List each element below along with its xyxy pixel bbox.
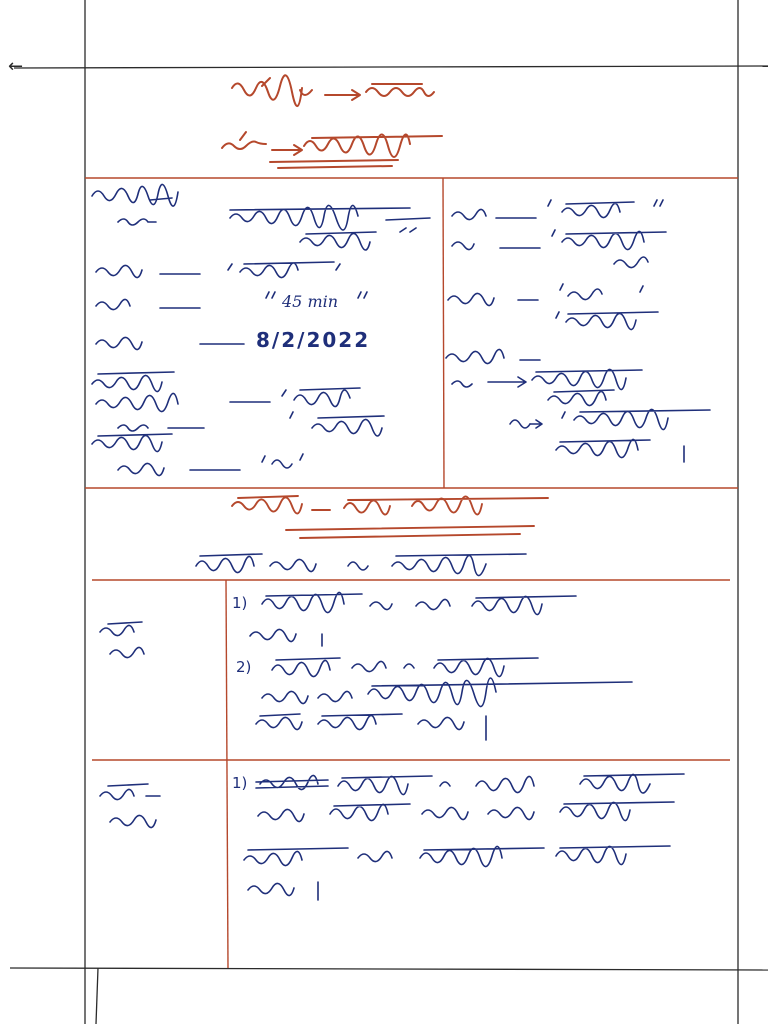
roll-label-2-scribble: [92, 434, 172, 452]
bottom-rule: [10, 968, 768, 970]
unit-label-scribble: [222, 132, 266, 149]
methods-value-2: [548, 390, 614, 406]
objective-2-line-1: [272, 658, 538, 677]
table-rules: [85, 178, 738, 968]
objective-row-understanding: [100, 774, 684, 900]
objectives-heading-scribble-2: [344, 496, 548, 514]
section-value-scribble: [262, 454, 303, 468]
objective-3-struck-word: [256, 775, 328, 789]
objective-3-line-2: [258, 802, 674, 822]
objectives-underline-1: [286, 526, 534, 530]
methods-value-3-label: [510, 420, 530, 428]
section-label-scribble: [118, 463, 240, 475]
objective-2-line-2: [262, 678, 632, 707]
school-name-value-line2: [300, 228, 416, 250]
info-right-column: [446, 200, 710, 462]
title-underline-1: [270, 160, 398, 162]
inner-left-rule: [96, 968, 98, 1024]
teacher-name-label: [96, 393, 270, 411]
objective-3-line-4: [248, 882, 318, 900]
title-underline-2: [278, 166, 392, 168]
methods-value-3: [562, 409, 710, 429]
objectives-underline-2: [300, 534, 520, 538]
subtopic-value-1: [560, 284, 643, 300]
objective-3-line-3: [244, 846, 670, 867]
subtopic-value-2: [556, 312, 658, 330]
methods-value-4: [556, 439, 684, 462]
margin-arrow-mark: ←: [8, 56, 24, 77]
row-label-knowledge: [100, 622, 144, 658]
teacher-label-scribble: [92, 372, 174, 392]
top-rule: [14, 66, 768, 68]
subtopic-label-scribble: [448, 293, 538, 305]
unit-value-scribble: [304, 134, 442, 157]
objective-2-number: 2): [236, 658, 252, 676]
teacher-name-value: [282, 388, 360, 407]
class-label-scribble: [96, 265, 200, 277]
time-label-scribble: [96, 299, 200, 309]
objective-1-line-2: [250, 629, 322, 646]
methods-arrow-1: [488, 377, 526, 387]
methods-value-1: [532, 369, 642, 389]
date-label-scribble: [96, 337, 244, 349]
title-block: [222, 75, 442, 168]
objective-3-number: 1): [232, 774, 248, 792]
class-value-scribble: [228, 262, 340, 278]
unit-arrow: [272, 145, 302, 155]
topic-value-scribble: [552, 230, 666, 268]
subject-value-scribble: [548, 200, 663, 218]
page-frame: [10, 0, 768, 1024]
methods-arrow-2: [530, 420, 542, 428]
subject-label-scribble: [452, 209, 536, 219]
school-label-scribble: [92, 184, 178, 206]
school-name-label: [118, 219, 156, 225]
objective-1-number: 1): [232, 594, 248, 612]
objective-1-line-1: [262, 592, 576, 614]
row-label-understanding: [100, 784, 160, 828]
date-value: 8/2/2022: [256, 328, 371, 352]
school-name-value: [230, 205, 430, 230]
topic-label-scribble: [452, 242, 540, 250]
subject-value-scribble: [366, 84, 434, 96]
objectives-heading-scribble-1: [232, 496, 302, 514]
roll-label-scribble: [118, 425, 204, 431]
time-value: 45 min: [282, 292, 339, 311]
objectives-intro-line: [196, 554, 526, 576]
objective-2-line-3: [256, 714, 486, 740]
objectives-label-divider: [226, 580, 228, 968]
roll-value-scribble: [290, 412, 384, 436]
info-column-divider: [443, 178, 444, 488]
heading-arrow: [325, 90, 360, 100]
objective-3-line-1: [338, 774, 684, 795]
subject-heading-scribble: [232, 75, 312, 106]
objective-row-knowledge: [100, 592, 632, 740]
objectives-heading: [232, 496, 548, 538]
